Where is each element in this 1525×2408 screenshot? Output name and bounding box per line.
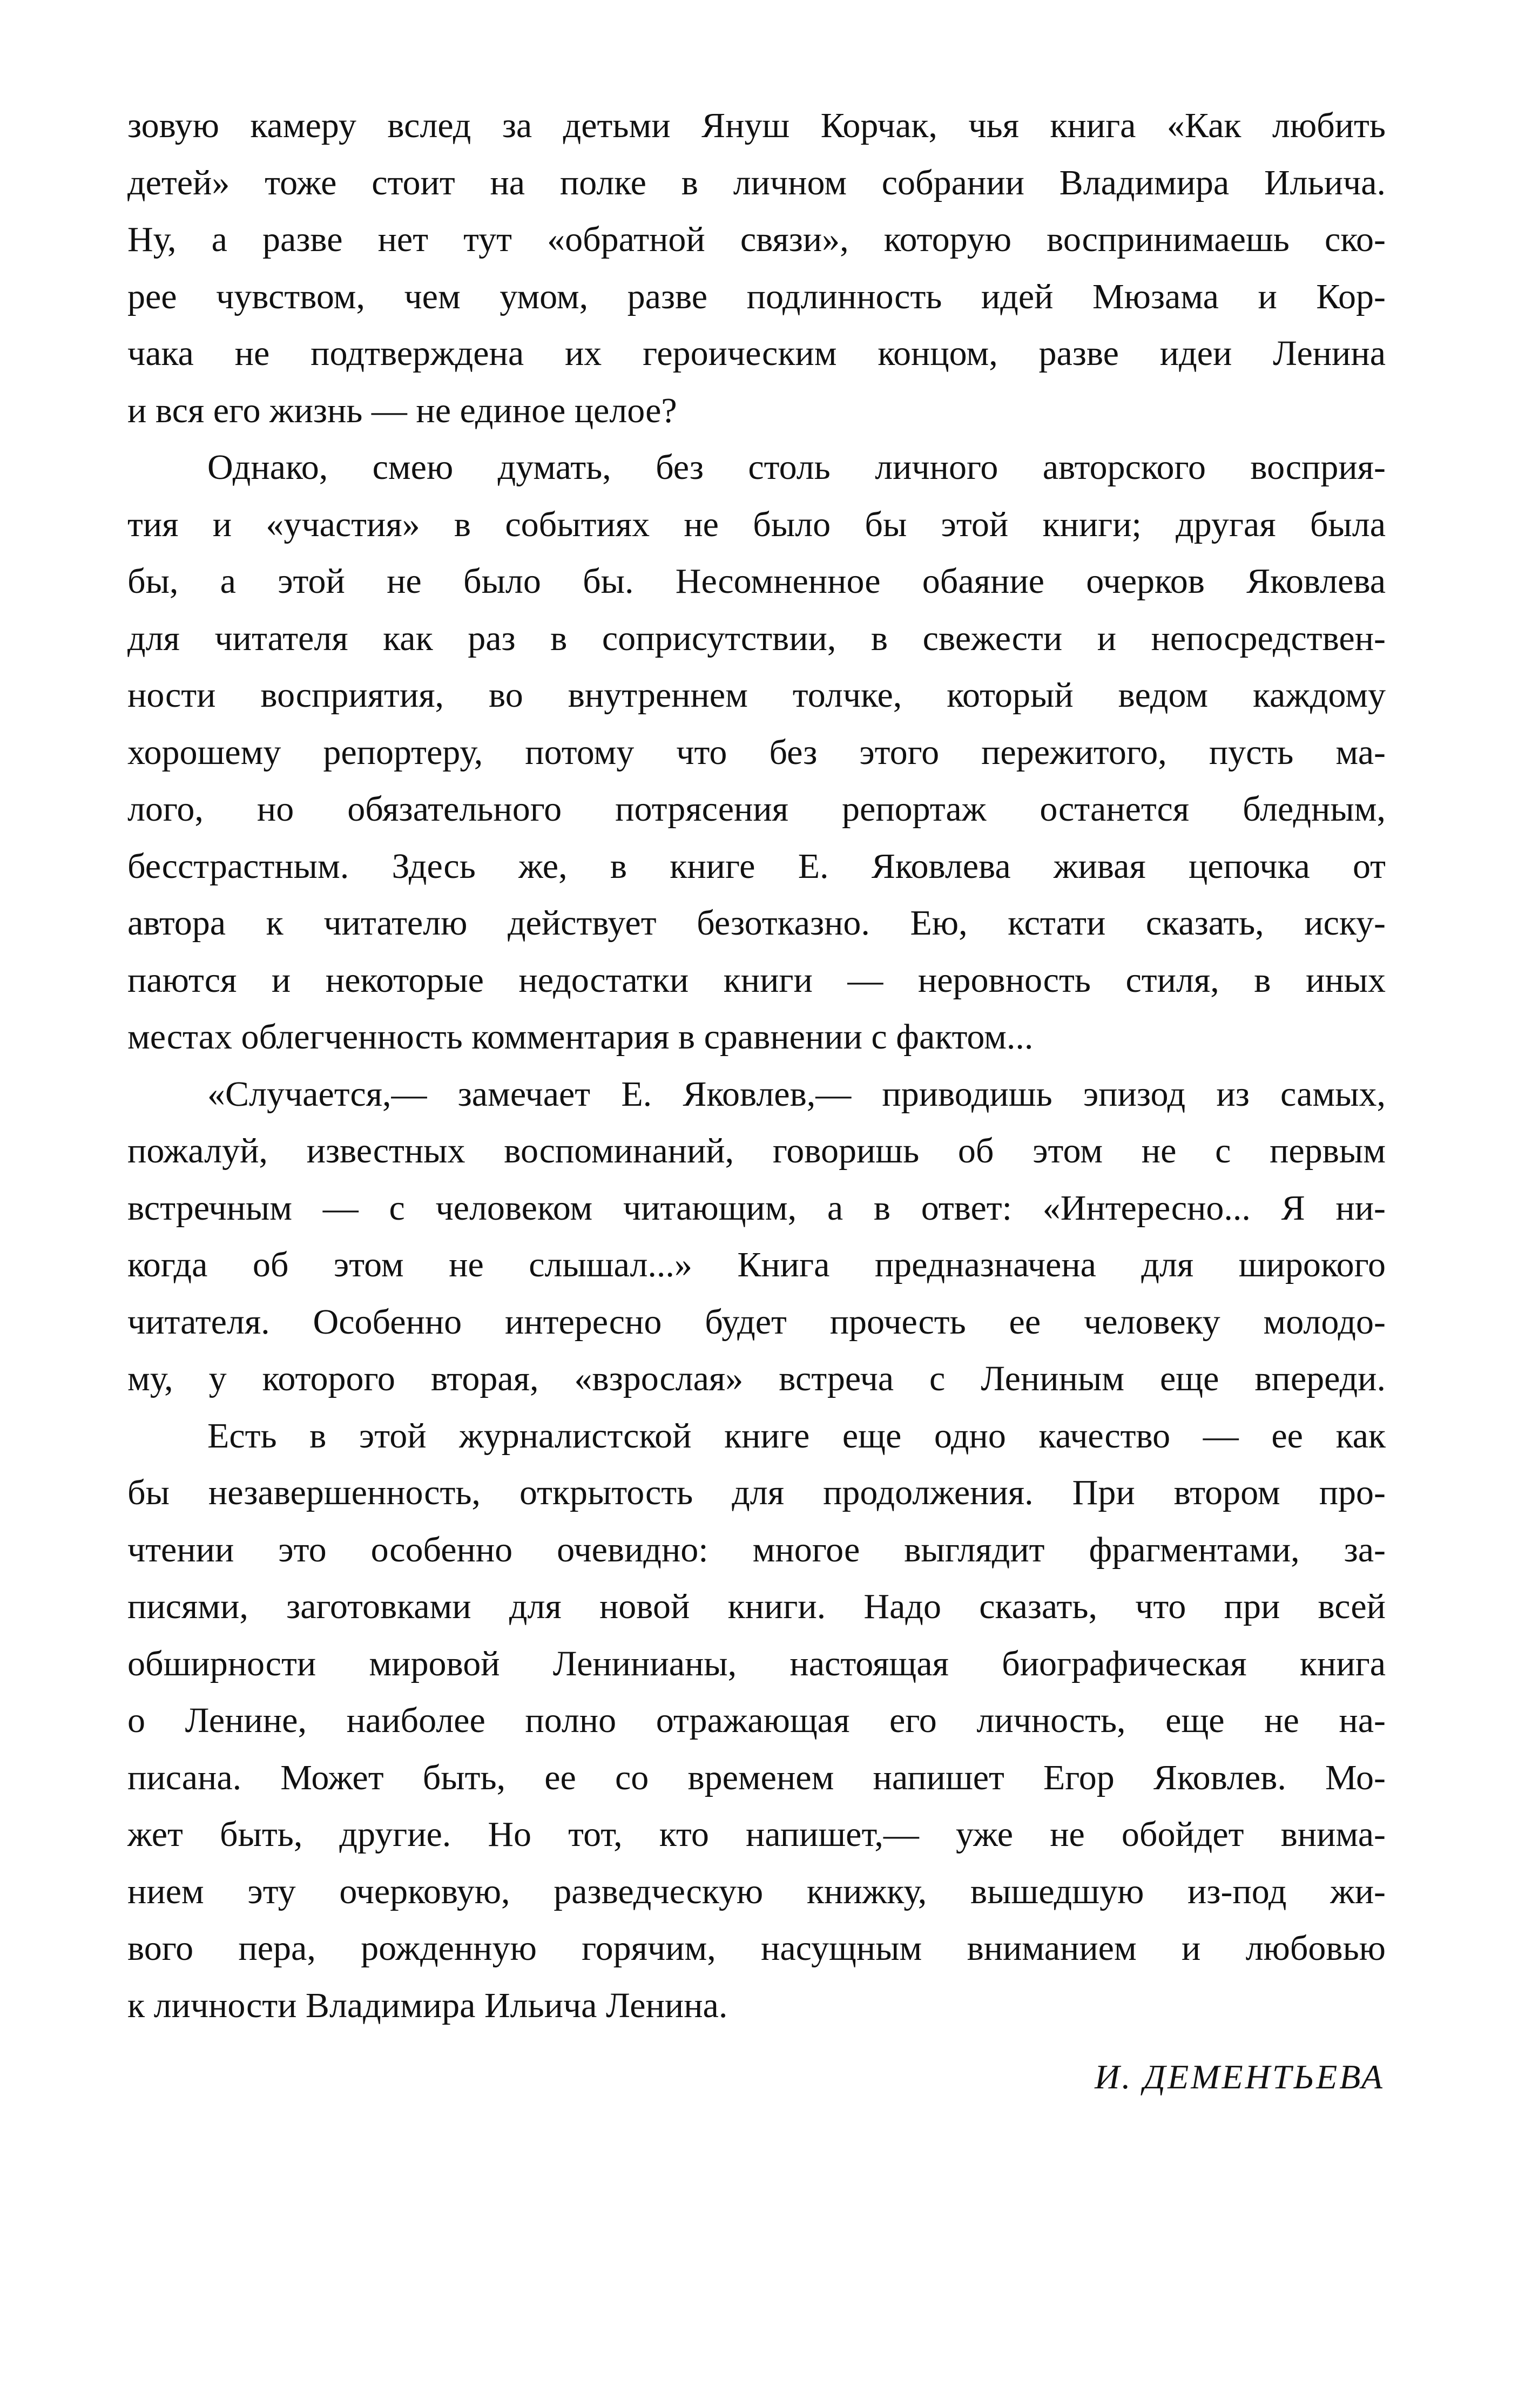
- text-line: читателя. Особенно интересно будет прочесть ее человеку молодо-: [127, 1302, 1386, 1342]
- text-line: Есть в этой журналистской книге еще одно качество — ее как: [207, 1416, 1386, 1456]
- text-line: когда об этом не слышал...» Книга предназначена для широкого: [127, 1245, 1386, 1284]
- text-line: бы незавершенность, открытость для продолжения. При втором про-: [127, 1473, 1386, 1512]
- text-line: детей» тоже стоит на полке в личном собрании Владимира Ильича.: [127, 163, 1386, 202]
- text-line: к личности Владимира Ильича Ленина.: [127, 1985, 728, 2025]
- text-line: местах облегченность комментария в сравнении с фактом...: [127, 1017, 1034, 1057]
- text-line: Ну, а разве нет тут «обратной связи», которую воспринимаешь ско-: [127, 220, 1386, 259]
- text-line: обширности мировой Ленинианы, настоящая биографическая книга: [127, 1643, 1386, 1683]
- text-line: лого, но обязательного потрясения репортаж останется бледным,: [127, 789, 1386, 829]
- text-line: писями, заготовками для новой книги. Надо сказать, что при всей: [127, 1587, 1386, 1626]
- text-line: писана. Может быть, ее со временем напишет Егор Яковлев. Мо-: [127, 1757, 1386, 1797]
- author-signature: И. ДЕМЕНТЬЕВА: [1095, 2058, 1385, 2096]
- text-line: ности восприятия, во внутреннем толчке, который ведом каждому: [127, 675, 1386, 715]
- text-line: автора к читателю действует безотказно. Ею, кстати сказать, иску-: [127, 903, 1386, 943]
- text-line: паются и некоторые недостатки книги — неровность стиля, в иных: [127, 960, 1386, 1000]
- text-line: нием эту очерковую, разведческую книжку, вышедшую из-под жи-: [127, 1871, 1386, 1911]
- text-line: для читателя как раз в соприсутствии, в свежести и непосредствен-: [127, 618, 1386, 658]
- text-line: жет быть, другие. Но тот, кто напишет,— уже не обойдет внима-: [127, 1815, 1386, 1854]
- text-line: чтении это особенно очевидно: многое выглядит фрагментами, за-: [127, 1530, 1386, 1570]
- text-line: хорошему репортеру, потому что без этого пережитого, пусть ма-: [127, 732, 1386, 772]
- text-line: пожалуй, известных воспоминаний, говоришь об этом не с первым: [127, 1131, 1386, 1171]
- text-line: рее чувством, чем умом, разве подлинность идей Мюзама и Кор-: [127, 276, 1386, 316]
- text-line: бы, а этой не было бы. Несомненное обаяние очерков Яковлева: [127, 562, 1386, 601]
- text-line: и вся его жизнь — не единое целое?: [127, 390, 677, 430]
- text-line: «Случается,— замечает Е. Яковлев,— приводишь эпизод из самых,: [207, 1074, 1386, 1114]
- text-line: вого пера, рожденную горячим, насущным вниманием и любовью: [127, 1929, 1386, 1968]
- text-line: тия и «участия» в событиях не было бы этой книги; другая была: [127, 504, 1386, 544]
- text-line: Однако, смею думать, без столь личного авторского восприя-: [207, 448, 1386, 487]
- paragraph-2: [127, 439, 1386, 1066]
- text-line: му, у которого вторая, «взрослая» встреча с Лениным еще впереди.: [127, 1359, 1386, 1398]
- paragraph-4: [127, 1408, 1386, 2034]
- text-line: чака не подтверждена их героическим концом, разве идеи Ленина: [127, 334, 1386, 373]
- paragraph-1: [127, 97, 1386, 439]
- text-line: встречным — с человеком читающим, а в ответ: «Интересно... Я ни-: [127, 1188, 1386, 1228]
- body-text: [127, 97, 1386, 2034]
- paragraph-3: [127, 1066, 1386, 1408]
- text-line: зовую камеру вслед за детьми Януш Корчак, чья книга «Как любить: [127, 106, 1386, 145]
- text-line: о Ленине, наиболее полно отражающая его личность, еще не на-: [127, 1701, 1386, 1740]
- text-line: бесстрастным. Здесь же, в книге Е. Яковлева живая цепочка от: [127, 846, 1386, 886]
